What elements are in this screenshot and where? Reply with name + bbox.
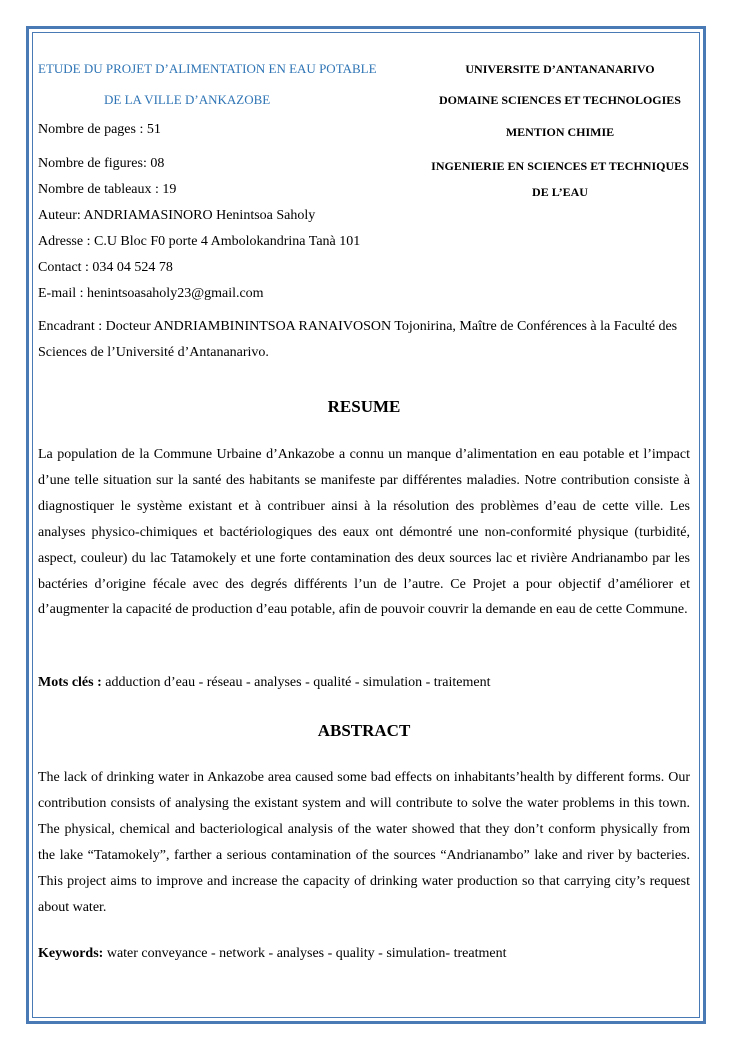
resume-keywords <box>38 670 690 696</box>
resume-keywords-label: Mots clés : <box>38 675 102 690</box>
resume-text: La population de la Commune Urbaine d’Ankazobe a connu un manque d’alimentation en eau potable et l’impact d’une telle situation sur la santé des habitants se manifeste par différentes maladies. Notre contribution consiste à diagnostiquer le système existant et à contribuer ainsi à la résolution des problèmes d’eau de cette ville. Les analyses physico-chimiques et bactériologiques des eaux ont démontré une non-conformité physique (turbidité, aspect, couleur) du lac Tatamokely et une forte contamination des deux sources lac et rivière Andrianambo par les bactéries d’origine fécale avec des degrés différents l’un de l’autre. Ce Projet a pour objectif d’améliorer et d’augmenter la capacité de production d’eau potable, afin de pouvoir couvrir la demande en eau de cette Commune. <box>38 447 690 618</box>
figure-count: Nombre de figures: 08 <box>38 156 165 171</box>
table-count: Nombre de tableaux : 19 <box>38 182 177 197</box>
author: Auteur: ANDRIAMASINORO Henintsoa Saholy <box>38 208 316 223</box>
resume-heading: RESUME <box>327 397 401 416</box>
abstract-keywords <box>38 941 690 967</box>
university-mention: MENTION CHIMIE <box>505 125 615 139</box>
address: Adresse : C.U Bloc F0 porte 4 Ambolokandrina Tanà 101 <box>38 234 361 249</box>
supervisor: Encadrant : Docteur ANDRIAMBININTSOA RANAIVOSON Tojonirina, Maître de Conférences à la Faculté des Sciences de l’Université d’Antananarivo. <box>38 319 678 360</box>
resume-keywords-value: adduction d’eau - réseau - analyses - qualité - simulation - traitement <box>105 675 491 690</box>
email: E-mail : henintsoasaholy23@gmail.com <box>38 286 264 301</box>
abstract-heading: ABSTRACT <box>317 721 411 740</box>
project-title-line2: DE LA VILLE D’ANKAZOBE <box>104 92 271 107</box>
project-title-line1: ETUDE DU PROJET D’ALIMENTATION EN EAU POTABLE <box>38 61 377 76</box>
abstract-keywords-value: water conveyance - network - analyses - quality - simulation- treatment <box>106 946 507 961</box>
abstract-text: The lack of drinking water in Ankazobe area caused some bad effects on inhabitants’health by different forms. Our contribution consists of analysing the existant system and will contribute to solve the water problems in this town. The physical, chemical and bacteriological analysis of the water showed that they don’t conform physically from the lake “Tatamokely”, farther a serious contamination of the sources “Andrianambo” lake and river by bacteries. This project aims to improve and increase the capacity of drinking water production so that carrying city’s request about water. <box>38 770 690 915</box>
abstract-keywords-label: Keywords: <box>38 946 104 961</box>
university-specialty-line1: INGENIERIE EN SCIENCES ET TECHNIQUES <box>431 159 689 173</box>
university-domain: DOMAINE SCIENCES ET TECHNOLOGIES <box>439 93 681 107</box>
page-count: Nombre de pages : 51 <box>38 122 161 137</box>
university-name: UNIVERSITE D’ANTANANARIVO <box>465 62 655 76</box>
university-specialty-line2: DE L’EAU <box>532 185 588 199</box>
contact: Contact : 034 04 524 78 <box>38 260 173 275</box>
